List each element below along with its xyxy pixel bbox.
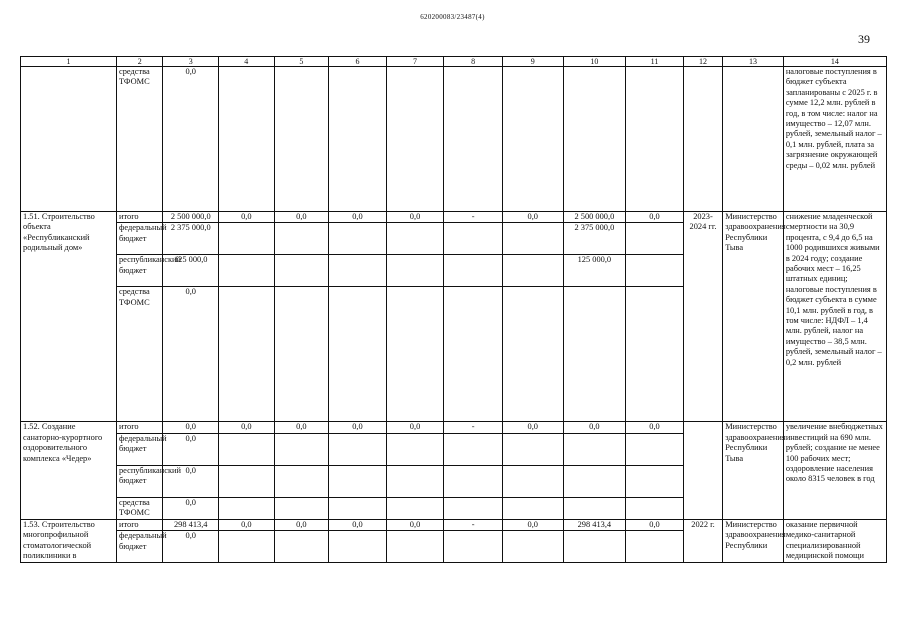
funding-source-cell: средства ТФОМС xyxy=(116,497,162,519)
budget-table xyxy=(20,56,887,563)
value-cell xyxy=(502,223,563,255)
value-cell xyxy=(502,531,563,563)
table-row xyxy=(21,67,887,212)
value-cell: 0,0 xyxy=(163,67,219,212)
value-cell: 0,0 xyxy=(626,519,684,530)
value-cell xyxy=(563,287,626,422)
column-header: 10 xyxy=(563,57,626,67)
value-cell: 0,0 xyxy=(329,519,387,530)
funding-source-cell: федеральный бюджет xyxy=(116,223,162,255)
value-cell: 0,0 xyxy=(274,422,329,433)
column-header: 7 xyxy=(386,57,444,67)
funding-source-cell: республиканский бюджет xyxy=(116,255,162,287)
value-cell: 0,0 xyxy=(163,422,219,433)
value-cell xyxy=(626,433,684,465)
value-cell xyxy=(219,497,275,519)
column-number-row xyxy=(21,57,887,67)
column-header: 14 xyxy=(783,57,886,67)
column-header: 6 xyxy=(329,57,387,67)
column-header: 12 xyxy=(683,57,722,67)
result-cell: снижение младенческой смертности на 30,9 процента, с 9,4 до 6,5 на 1000 родившихся живыми в 2024 году; создание рабочих мест – 16,25 штатных единиц; налоговые поступления в бюджет субъекта в сумме 10,1 млн. рублей в год, в том числе: НДФЛ – 1,4 млн. рублей, налог на имущество – 38,5 млн. рублей, земельный налог – 0,2 млн. рублей xyxy=(783,212,886,422)
value-cell xyxy=(563,433,626,465)
table-row xyxy=(21,422,887,433)
value-cell xyxy=(444,255,503,287)
value-cell: - xyxy=(444,212,503,223)
executor-cell xyxy=(723,67,784,212)
value-cell xyxy=(274,433,329,465)
value-cell: 0,0 xyxy=(502,519,563,530)
executor-cell: Министерство здравоохранения Республики xyxy=(723,519,784,562)
value-cell xyxy=(626,223,684,255)
executor-cell: Министерство здравоохранения Республики Тыва xyxy=(723,422,784,519)
value-cell xyxy=(329,465,387,497)
value-cell: 298 413,4 xyxy=(563,519,626,530)
value-cell: 0,0 xyxy=(502,422,563,433)
column-header: 8 xyxy=(444,57,503,67)
value-cell xyxy=(329,433,387,465)
value-cell: 0,0 xyxy=(219,519,275,530)
value-cell: 0,0 xyxy=(274,519,329,530)
column-header: 2 xyxy=(116,57,162,67)
value-cell xyxy=(386,531,444,563)
value-cell: 0,0 xyxy=(502,212,563,223)
value-cell xyxy=(386,433,444,465)
period-cell xyxy=(683,422,722,519)
item-name-cell: 1.51. Строительство объекта «Республиканский родильный дом» xyxy=(21,212,117,422)
executor-cell: Министерство здравоохранения Республики Тыва xyxy=(723,212,784,422)
value-cell xyxy=(329,223,387,255)
value-cell xyxy=(563,67,626,212)
value-cell xyxy=(444,531,503,563)
value-cell: 0,0 xyxy=(563,422,626,433)
value-cell xyxy=(502,287,563,422)
column-header: 4 xyxy=(219,57,275,67)
value-cell: 0,0 xyxy=(219,212,275,223)
value-cell xyxy=(386,67,444,212)
value-cell xyxy=(386,497,444,519)
value-cell xyxy=(329,255,387,287)
value-cell xyxy=(274,223,329,255)
value-cell xyxy=(563,497,626,519)
column-header: 5 xyxy=(274,57,329,67)
value-cell xyxy=(386,465,444,497)
value-cell xyxy=(444,497,503,519)
value-cell xyxy=(386,223,444,255)
column-header: 3 xyxy=(163,57,219,67)
value-cell xyxy=(502,497,563,519)
value-cell xyxy=(219,223,275,255)
value-cell xyxy=(219,67,275,212)
value-cell xyxy=(563,465,626,497)
value-cell xyxy=(626,67,684,212)
value-cell: 0,0 xyxy=(329,212,387,223)
value-cell: 0,0 xyxy=(386,212,444,223)
value-cell: 0,0 xyxy=(163,287,219,422)
funding-source-cell: средства ТФОМС xyxy=(116,67,162,212)
value-cell xyxy=(274,255,329,287)
period-cell xyxy=(683,67,722,212)
value-cell: 0,0 xyxy=(626,212,684,223)
value-cell xyxy=(502,465,563,497)
funding-source-cell: итого xyxy=(116,519,162,530)
value-cell xyxy=(563,531,626,563)
value-cell xyxy=(274,465,329,497)
result-cell: увеличение внебюджетных инвестиций на 690 млн. рублей; создание не менее 100 рабочих мест; оздоровление населения около 8315 человек в год xyxy=(783,422,886,519)
value-cell xyxy=(386,255,444,287)
item-name-cell xyxy=(21,67,117,212)
value-cell xyxy=(626,497,684,519)
value-cell xyxy=(626,531,684,563)
document-id: 620200083/23487(4) xyxy=(420,13,485,21)
value-cell: 2 375 000,0 xyxy=(163,223,219,255)
funding-source-cell: федеральный бюджет xyxy=(116,433,162,465)
item-name-cell: 1.52. Создание санаторно-курортного оздоровительного комплекса «Чедер» xyxy=(21,422,117,519)
value-cell xyxy=(329,497,387,519)
value-cell xyxy=(219,465,275,497)
funding-source-cell: итого xyxy=(116,422,162,433)
value-cell xyxy=(502,255,563,287)
value-cell xyxy=(274,497,329,519)
value-cell: 125 000,0 xyxy=(163,255,219,287)
column-header: 11 xyxy=(626,57,684,67)
value-cell xyxy=(219,531,275,563)
column-header: 13 xyxy=(723,57,784,67)
value-cell xyxy=(329,531,387,563)
page-number: 39 xyxy=(858,32,870,46)
period-cell: 2023-2024 гг. xyxy=(683,212,722,422)
value-cell: 0,0 xyxy=(329,422,387,433)
value-cell: - xyxy=(444,519,503,530)
value-cell: 0,0 xyxy=(386,422,444,433)
value-cell xyxy=(329,287,387,422)
value-cell xyxy=(274,67,329,212)
value-cell xyxy=(502,67,563,212)
value-cell: 0,0 xyxy=(163,465,219,497)
value-cell: 0,0 xyxy=(386,519,444,530)
funding-source-cell: итого xyxy=(116,212,162,223)
value-cell xyxy=(274,287,329,422)
value-cell xyxy=(502,433,563,465)
value-cell: 0,0 xyxy=(274,212,329,223)
value-cell: 0,0 xyxy=(163,531,219,563)
value-cell: 2 375 000,0 xyxy=(563,223,626,255)
result-cell: оказание первичной медико-санитарной специализированной медицинской помощи xyxy=(783,519,886,562)
value-cell xyxy=(444,67,503,212)
value-cell xyxy=(219,433,275,465)
value-cell xyxy=(626,255,684,287)
value-cell: 0,0 xyxy=(163,497,219,519)
value-cell: - xyxy=(444,422,503,433)
funding-source-cell: средства ТФОМС xyxy=(116,287,162,422)
item-name-cell: 1.53. Строительство многопрофильной стоматологической поликлиники в xyxy=(21,519,117,562)
table-row xyxy=(21,212,887,223)
column-header: 9 xyxy=(502,57,563,67)
value-cell xyxy=(219,287,275,422)
value-cell xyxy=(386,287,444,422)
value-cell: 0,0 xyxy=(163,433,219,465)
value-cell: 0,0 xyxy=(626,422,684,433)
column-header: 1 xyxy=(21,57,117,67)
value-cell xyxy=(329,67,387,212)
value-cell: 0,0 xyxy=(219,422,275,433)
period-cell: 2022 г. xyxy=(683,519,722,562)
value-cell: 2 500 000,0 xyxy=(563,212,626,223)
value-cell xyxy=(444,223,503,255)
value-cell xyxy=(444,465,503,497)
value-cell xyxy=(444,433,503,465)
value-cell: 125 000,0 xyxy=(563,255,626,287)
value-cell xyxy=(444,287,503,422)
value-cell xyxy=(626,465,684,497)
value-cell: 2 500 000,0 xyxy=(163,212,219,223)
value-cell xyxy=(274,531,329,563)
result-cell: налоговые поступления в бюджет субъекта запланированы с 2025 г. в сумме 12,2 млн. рублей в год, в том числе: налог на имущество – 12,07 млн. рублей, земельный налог – 0,1 млн. рублей, плата за загрязнение окружающей среды – 0,02 млн. рублей xyxy=(783,67,886,212)
value-cell xyxy=(219,255,275,287)
funding-source-cell: республиканский бюджет xyxy=(116,465,162,497)
value-cell xyxy=(626,287,684,422)
value-cell: 298 413,4 xyxy=(163,519,219,530)
funding-source-cell: федеральный бюджет xyxy=(116,531,162,563)
table-row xyxy=(21,519,887,530)
